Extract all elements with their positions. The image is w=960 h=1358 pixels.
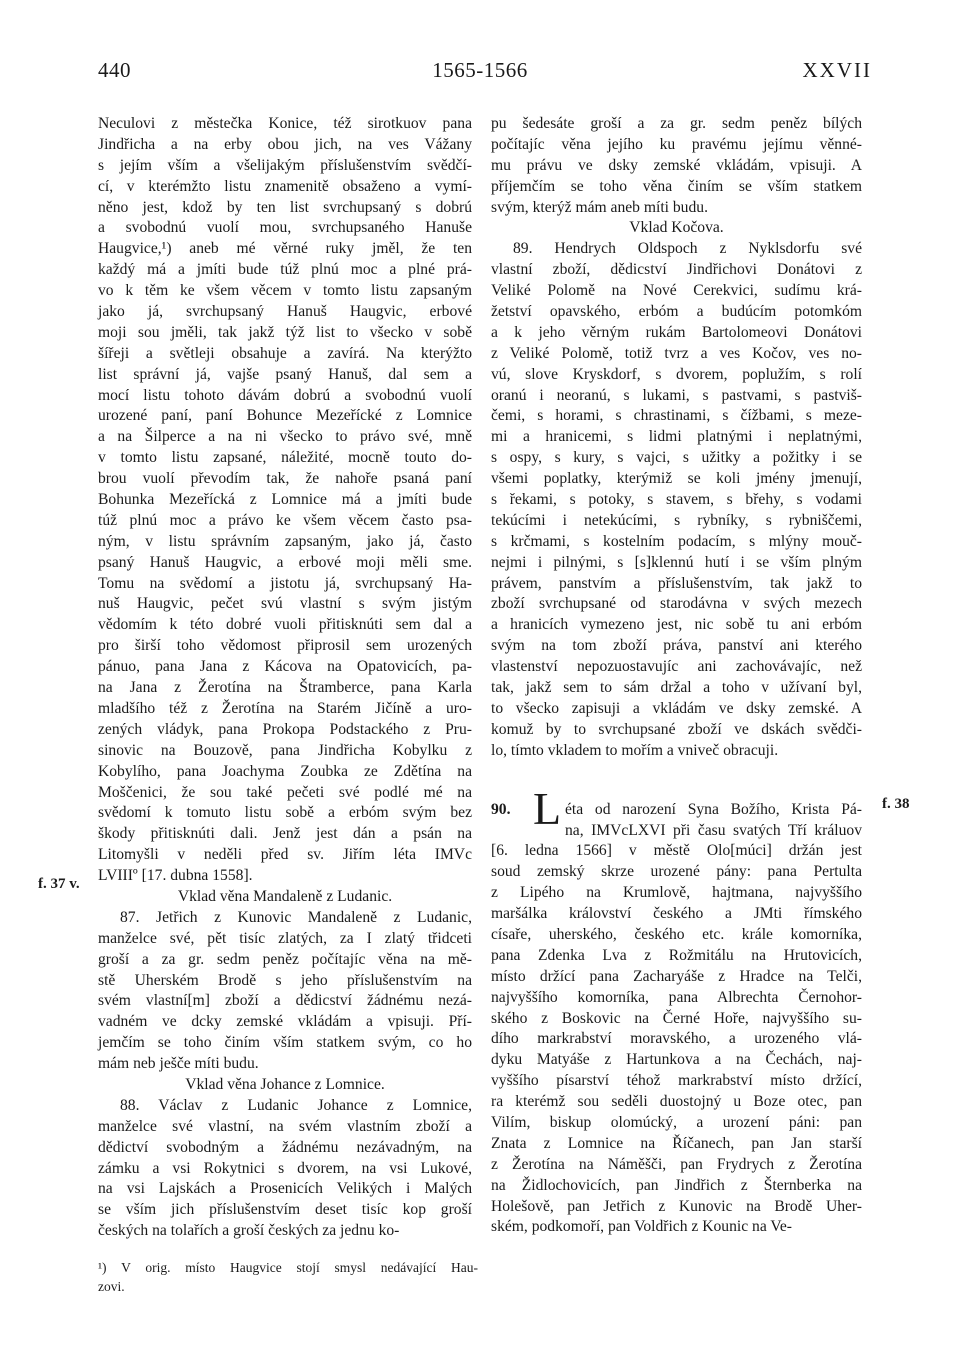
text-line: Litomyšli v neděli před sv. Jiřím léta IMVc xyxy=(98,846,472,864)
text-line: stě Uherském Brodě s jeho příslušenstvím na xyxy=(98,971,472,989)
text-line: tak, jakž sem to sám držal a toho v užívaní byl, xyxy=(491,679,862,697)
text-line: zámku a vsi Rokytnici s dvorem, na vsi Lukové, xyxy=(98,1159,472,1177)
text-line: LVIIIº [17. dubna 1558]. xyxy=(98,867,253,885)
text-line: Tomu na svědomí a jistotu já, svrchupsaný Ha- xyxy=(98,574,472,592)
text-line: manželce své, pět tisíc zlatých, za I zlatý třidceti xyxy=(98,929,472,947)
text-line: najvyššího komorníka, pana Albrechta Černohor- xyxy=(491,988,862,1006)
text-line: svým na tom zboží práva, panství ani kterého xyxy=(491,637,862,655)
right-column xyxy=(491,114,862,1238)
text-line: z Žerotína na Náměšči, pan Frydrych z Žerotína xyxy=(491,1155,862,1173)
text-line: Znata z Lomnice na Říčanech, pan Jan starší xyxy=(491,1134,862,1152)
text-line: každý má a jmíti bude túž plnú moc a plné prá- xyxy=(98,261,472,279)
text-line: a hranicích vymezeno jest, nic sobě tu ani erbóm xyxy=(491,616,862,634)
text-line: škody přitisknúti dali. Jenž jest dán a psán na xyxy=(98,825,472,843)
text-line: ském, podkomoří, pan Voldřich z Kounic na Ve- xyxy=(491,1218,793,1236)
text-line: na Jana z Žerotína na Štramberce, pana Karla xyxy=(98,679,472,697)
text-line: počítajíc věna jejího ku pravému jejímu věnné- xyxy=(491,135,862,153)
text-line: Moščenici, že sou také pečeti své podlé mé na xyxy=(98,783,472,801)
text-line: zovi. xyxy=(98,1279,125,1294)
text-line: pro širší toho vědomost připrosil sem urozených xyxy=(98,637,472,655)
entry-89 xyxy=(491,239,862,761)
text-line: svém vlastní[m] zboží a dědicství žádnému nezá- xyxy=(98,992,472,1010)
text-line: lo, tímto vkladem to mořím a vniveč obracuji. xyxy=(491,741,779,759)
text-line: českých na tolařích a groší českých za jednu ko- xyxy=(98,1222,400,1240)
text-line: jemčím se toho činím vším statkem svým, co ho xyxy=(98,1034,472,1052)
text-line: a svobodnú vuolí mou, svrchupsaného Hanuše xyxy=(98,219,472,237)
text-line: list správní já, vajše psaný Hanuš, dal sem a xyxy=(98,365,472,383)
text-line: všemi poplatky, kterýmiž se koli jmény jmenují, xyxy=(491,470,862,488)
text-line: urozené paní, paní Bohunce Mezeřícké z Lomnice xyxy=(98,407,472,425)
section-heading: Vklad Kočova. xyxy=(629,219,724,237)
entry-88 xyxy=(98,1096,472,1242)
text-line: maršálka království českého a JMti římského xyxy=(491,905,862,923)
text-line: císaře, uherského, českého etc. krále komorníka, xyxy=(491,925,862,943)
text-line: vlastenství nepozuostavujíc ani zachovávajíc, než xyxy=(491,658,862,676)
text-line: Haugvice,¹) aneb mé věrné ruky jměl, že ten xyxy=(98,240,472,258)
entry-90 xyxy=(491,782,862,1239)
text-line: mocí listu tohoto dávám dobrú a svobodnú vuolí xyxy=(98,386,472,404)
text-line: 87. Jetřich z Kunovic Mandaleně z Ludanic, xyxy=(120,908,472,926)
text-line: nejmi i pilnými, s [s]klennú hutí i se vším plným xyxy=(491,553,862,571)
left-column xyxy=(98,114,472,1242)
text-line: 88. Václav z Ludanic Johance z Lomnice, xyxy=(120,1096,472,1114)
text-line: mu právu ve dsky zemské vkládám, vpisuji. A xyxy=(491,156,862,174)
text-line: 89. Hendrych Oldspoch z Nyklsdorfu své xyxy=(513,240,862,258)
entry-87 xyxy=(98,908,472,1075)
text-line: vyššího písarství téhož markrabství místo držící, xyxy=(491,1072,862,1090)
continued-paragraph xyxy=(98,114,472,887)
running-head-years: 1565-1566 xyxy=(432,58,528,82)
text-line: s řekami, s potoky, s stavem, s břehy, s vodami xyxy=(491,491,862,509)
entry-90-number: 90. xyxy=(491,800,511,818)
text-line: dědictví svobodným a žádnému nezávadným, na xyxy=(98,1138,472,1156)
text-line: soud zemský skrze urozené pány: pana Pertulta xyxy=(491,863,862,881)
text-line: na Židlochovicích, pan Jindřich z Šternberka na xyxy=(491,1176,862,1194)
footnote xyxy=(98,1258,478,1296)
text-line: s ospy, s kury, s vajci, s užitky a požitky i se xyxy=(491,449,862,467)
text-line: něno jest, kdož by ten list svrchupsaný s dobrú xyxy=(98,198,472,216)
text-line: cí, v kterémžto listu znamenitě obsaženo a vymí- xyxy=(98,177,472,195)
text-line: to všecko zapisuji a vkládám ve dsky zemské. A xyxy=(491,699,862,717)
text-line: zených vládyk, pana Prokopa Podstackého z Pru- xyxy=(98,720,472,738)
text-line: se vším jich příslušenstvím deset tisíc kop groší xyxy=(98,1201,472,1219)
text-line: dího markrabství moravského, a urozeného vlá- xyxy=(491,1030,862,1048)
margin-note-left: f. 37 v. xyxy=(38,876,80,892)
text-line: Bohunka Mezeřícká z Lomnice má a jmíti bude xyxy=(98,491,472,509)
text-line: a na Šilperce a na ni všecko to právo své, mně xyxy=(98,428,472,446)
text-line: vědomím k této dobré vuoli přitisknúti sem dal a xyxy=(98,616,472,634)
text-line: na, IMVcLXVI při času svatých Tří králuov xyxy=(565,821,862,839)
text-line: ského z Boskovic na Černé Hoře, najvyššího su- xyxy=(491,1009,862,1027)
text-line: Vilím, biskup olomúcký, a urození páni: pan xyxy=(491,1113,862,1131)
text-line: Neculovi z městečka Konice, též sirotkuov pana xyxy=(98,115,472,132)
text-line: místo držící pana Zacharyáše z Hradce na Telči, xyxy=(491,967,862,985)
volume-number: XXVII xyxy=(802,58,872,82)
text-line: Holešově, pan Jetřich z Kunovic na Brodě Uher- xyxy=(491,1197,862,1215)
text-line: manželce své vlastní, na svém vlastním zboží a xyxy=(98,1117,472,1135)
text-line: [6. ledna 1566] v městě Olo[múci] držán jest xyxy=(491,842,862,860)
text-line: vú, slove Kryskdorf, s dvorem, poplužím, s rolí xyxy=(491,365,862,383)
text-line: Jindřicha a na erby obou jich, na ves Vážany xyxy=(98,135,472,153)
text-line: ra kterémž sou seděli duostojný u Boze otec, pan xyxy=(491,1093,862,1111)
text-line: túž plnú moc a právo ke všem věcem často psa- xyxy=(98,511,472,529)
margin-note-right: f. 38 xyxy=(882,796,910,812)
text-line: mi a hranicemi, s lidmi platnými i neplatnými, xyxy=(491,428,862,446)
text-line: sinovic na Bouzově, pana Jindřicha Kobylku z xyxy=(98,741,472,759)
text-line: žetství opavského, erbóm a budúcím potomkóm xyxy=(491,303,862,321)
text-line: tekúcími i netekúcími, s rybníky, s rybniščemi, xyxy=(491,511,862,529)
text-line: v tomto listu zapsané, náležité, mocně touto do- xyxy=(98,449,472,467)
text-line: na vsi Lajskách a Prosenicích Velikých i Malých xyxy=(98,1180,472,1198)
text-line: pana Zdenka Lva z Rožmitálu na Hrutovicích, xyxy=(491,946,862,964)
text-line: svým, kterýž mám aneb míti budu. xyxy=(491,198,708,216)
text-line: pu šedesáte groší a za gr. sedm peněz bílých xyxy=(491,115,862,132)
text-line: s krčmami, s kostelním podacím, s mlýny mouč- xyxy=(491,532,862,550)
text-line: svědomí k tomuto listu sobě a erbóm svým bez xyxy=(98,804,472,822)
text-line: Veliké Polomě na Nové Cerekvici, sudímu krá- xyxy=(491,282,862,300)
text-line: vo k těm ke všem věcem v tomto listu zapsaným xyxy=(98,282,472,300)
text-line: mám neb ješče míti budu. xyxy=(98,1055,259,1073)
text-line: z Veliké Polomě, totiž tvrz a ves Kočov, ves no- xyxy=(491,344,862,362)
text-line: dyku Matyáše z Hartunkova a na Čechách, naj- xyxy=(491,1051,862,1069)
text-line: moji sou jměli, tak jakž týž list to všecko v sobě xyxy=(98,323,472,341)
text-line: brou vuolí převodím tak, že nahoře psaná paní xyxy=(98,470,472,488)
text-line: groší a za gr. sedm peněz počítajíc věna na mě- xyxy=(98,950,472,968)
text-line: s jejím vším a všelijakým příslušenstvím svědčí- xyxy=(98,156,472,174)
text-line: pánuo, pana Jana z Kácova na Opatovicích, pa- xyxy=(98,658,472,676)
text-line: a k jeho věrným rukám Bartolomeovi Donátovi xyxy=(491,323,862,341)
section-heading: Vklad věna Mandaleně z Ludanic. xyxy=(177,887,393,905)
text-line: z Lipého na Krumlově, hajtmana, najvyššího xyxy=(491,884,862,902)
section-heading: Vklad věna Johance z Lomnice. xyxy=(185,1075,385,1093)
text-line: právem, panstvím a příslušenstvím, tak jakž to xyxy=(491,574,862,592)
text-line: éta od narození Syna Božího, Krista Pá- xyxy=(565,800,862,818)
drop-initial: L xyxy=(533,782,562,834)
text-line: čemi, s horami, s chrastinami, s čížbami, s meze- xyxy=(491,407,862,425)
text-line: Kobylího, pana Joachyma Zoubka ze Zdětína na xyxy=(98,762,472,780)
text-line: jako já, svrchupsaný Hanuš Haugvic, erbové xyxy=(98,303,472,321)
text-line: mladšího též z Žerotína na Starém Jičíně a uro- xyxy=(98,699,472,717)
text-line: nuš Haugvic, pečet svú vlastní s svým jistým xyxy=(98,595,472,613)
text-line: komuž by to svrchupsané zboží ve dskách svědči- xyxy=(491,720,862,738)
page-number: 440 xyxy=(98,58,131,82)
text-line: příjemčím se toho věna činím se vším statkem xyxy=(491,177,862,195)
text-line: vadném ve dcky zemské vkládám a vpisuji. Pří- xyxy=(98,1013,472,1031)
text-line: ¹) V orig. místo Haugvice stojí smysl nedávající Hau- xyxy=(98,1260,478,1275)
text-line: šířeji a světleji obsahuje a zavírá. Na kterýžto xyxy=(98,344,472,362)
entry-88-continued xyxy=(491,114,862,218)
text-line: zboží svrchupsané od starodávna v svých mezech xyxy=(491,595,862,613)
text-line: oranú i neoranú, s lukami, s pastvami, s pastviš- xyxy=(491,386,862,404)
text-line: vlastní zboží, dědicství Jindřichovi Donátovi z xyxy=(491,261,862,279)
text-line: ným, v listu správním zapsaným, jako já, často xyxy=(98,532,472,550)
text-line: psaný Hanuš Haugvic, a erbové moji měli sme. xyxy=(98,553,472,571)
